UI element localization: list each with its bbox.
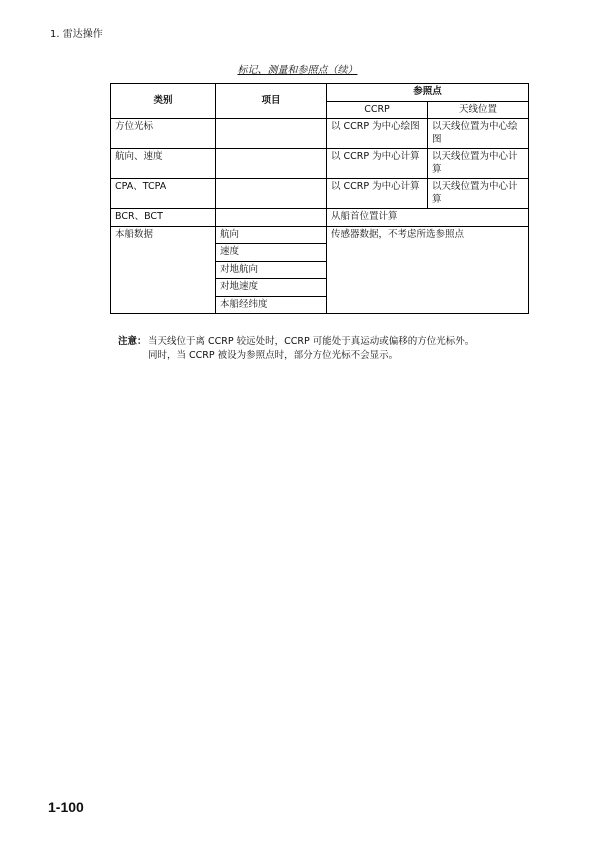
cell-ref-merged: 传感器数据，不考虑所选参照点 [327,226,529,314]
cell-antenna: 以天线位置为中心计算 [428,149,529,179]
cell-antenna: 以天线位置为中心计算 [428,179,529,209]
cell-ref-merged: 从船首位置计算 [327,209,529,227]
cell-item: 对地航向 [216,261,327,279]
reference-point-table [110,83,529,314]
section-header: 1. 雷达操作 [50,29,103,40]
cell-item-empty [216,119,327,149]
cell-item: 对地速度 [216,279,327,297]
table-row-heading-speed [111,149,529,179]
cell-ccrp: 以 CCRP 为中心计算 [327,149,428,179]
cell-category: CPA、TCPA [111,179,216,209]
col-header-ref-point: 参照点 [327,84,529,102]
cell-item: 本船经纬度 [216,296,327,314]
cell-category: 本船数据 [111,226,216,314]
col-header-category: 类别 [111,84,216,119]
table-caption: 标记、测量和参照点（续） [237,65,358,76]
cell-antenna: 以天线位置为中心绘图 [428,119,529,149]
col-header-antenna: 天线位置 [428,101,529,119]
note-label: 注意： [118,336,147,347]
col-header-item: 项目 [216,84,327,119]
cell-item-empty [216,149,327,179]
cell-category: 航向、速度 [111,149,216,179]
cell-item: 速度 [216,244,327,262]
col-header-ccrp: CCRP [327,101,428,119]
table-row-bearing-cursor [111,119,529,149]
cell-category: 方位光标 [111,119,216,149]
page-number: 1-100 [48,799,84,815]
note-text-2: 同时，当 CCRP 被设为参照点时，部分方位光标不会显示。 [148,350,399,361]
table-row-cpa-tcpa [111,179,529,209]
table-row-own-ship [111,226,529,244]
table-header-row [111,84,529,102]
table-row-bcr-bct [111,209,529,227]
note-text-1: 当天线位于离 CCRP 较远处时，CCRP 可能处于真运动或偏移的方位光标外。 [148,336,475,347]
cell-item: 航向 [216,226,327,244]
note-block [118,335,530,363]
cell-item-empty [216,209,327,227]
cell-ccrp: 以 CCRP 为中心计算 [327,179,428,209]
cell-item-empty [216,179,327,209]
note-line-1 [118,335,530,349]
cell-category: BCR、BCT [111,209,216,227]
cell-ccrp: 以 CCRP 为中心绘图 [327,119,428,149]
